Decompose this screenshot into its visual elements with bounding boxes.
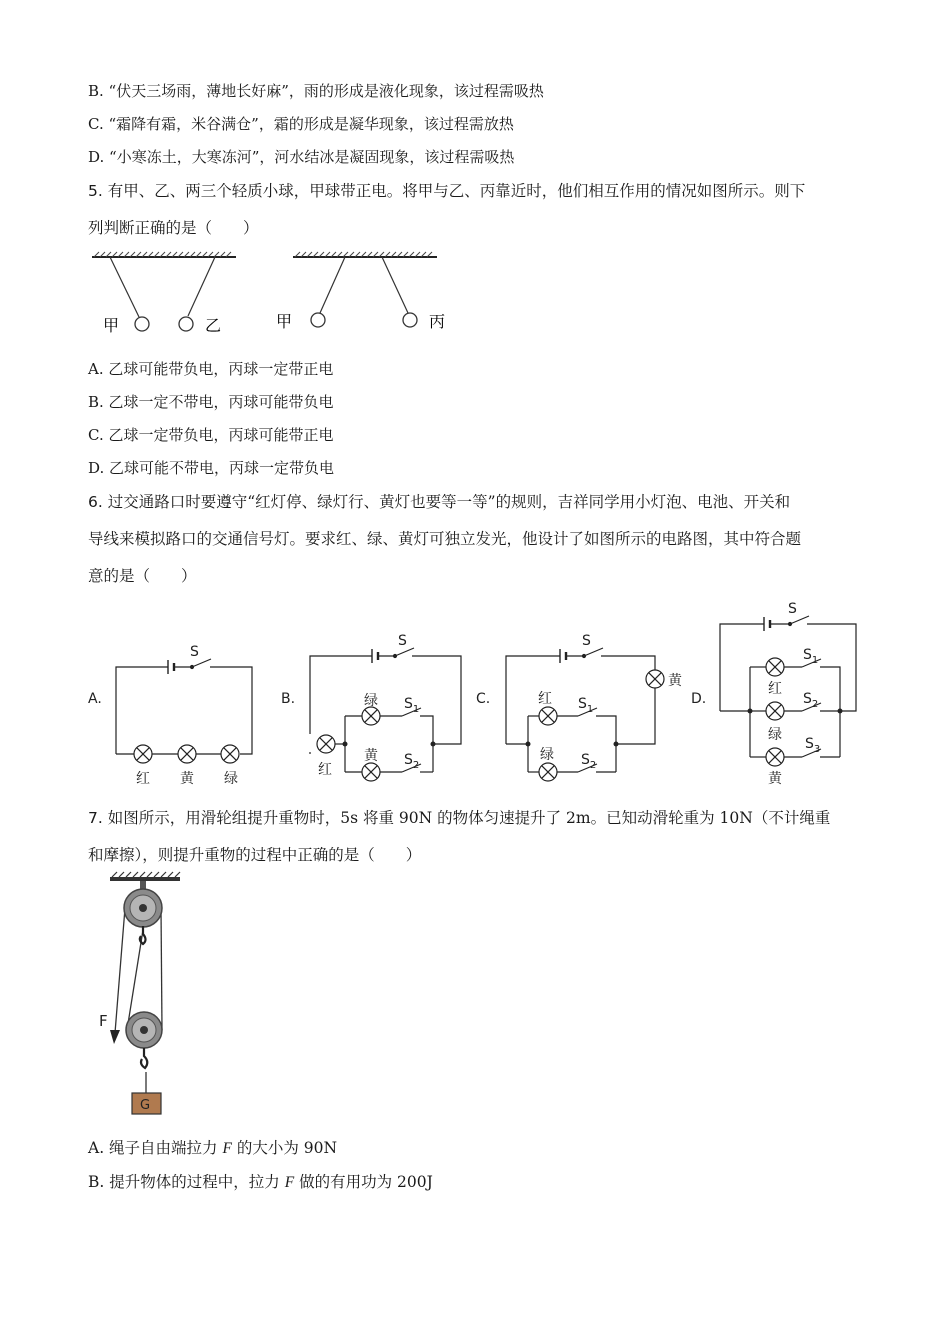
circuit-a-label: A. [88,691,102,707]
movable-pulley [126,1012,162,1068]
q4-option-c: C. “霜降有霜，米谷满仓”，霜的形成是凝华现象，该过程需放热 [88,115,514,133]
q6-stem-line1: 6. 过交通路口时要遵守“红灯停、绿灯行、黄灯也要等一等”的规则，吉祥同学用小灯泡、电池、开关和 [88,493,791,511]
q6-number: 6. [88,493,103,511]
q5-option-c: C. 乙球一定带负电，丙球可能带正电 [88,426,334,444]
label-b-yellow: 黄 [364,748,378,764]
q7-option-b: B. 提升物体的过程中，拉力 F 做的有用功为 200J [88,1173,433,1191]
force-label: F [99,1012,108,1030]
label-b-red: 红 [318,762,332,778]
q5-number: 5. [88,182,103,200]
q7-stem-line2: 和摩擦），则提升重物的过程中正确的是（ ） [88,846,422,864]
circuit-c-label: C. [476,691,491,707]
label-b-green: 绿 [364,693,378,709]
label-a-red: 红 [136,771,150,787]
weight-label: G [140,1098,151,1113]
switch-b-label: S [398,633,407,649]
q5-stem-line1: 5. 有甲、乙、两三个轻质小球，甲球带正电。将甲与乙、丙靠近时，他们相互作用的情况如图所示。则下 [88,182,806,200]
switch-b-s2: $S_2$ [404,752,420,771]
circuit-d-label: D. [691,691,707,707]
q5-option-a: A. 乙球可能带负电，丙球一定带正电 [88,360,334,378]
switch-d-label: S [788,601,797,617]
label-yi: 乙 [205,316,222,335]
force-arrow [110,1030,120,1044]
switch-c-label: S [582,633,591,649]
switch-c-s1: $S_1$ [578,696,594,715]
q5-option-d: D. 乙球可能不带电，丙球一定带负电 [88,459,335,477]
label-c-red: 红 [538,691,552,707]
ropes [115,908,162,1093]
fixed-pulley [124,889,162,944]
q7-number: 7. [88,809,103,827]
label-c-green: 绿 [540,747,554,763]
q5-option-b: B. 乙球一定不带电，丙球可能带负电 [88,393,334,411]
label-d-yellow: 黄 [768,771,782,787]
switch-b-s1: $S_1$ [404,696,420,715]
q6-stem-line3: 意的是（ ） [88,567,197,585]
q7-stem-line1: 7. 如图所示，用滑轮组提升重物时，5s 将重 90N 的物体匀速提升了 2m。已知动滑轮重为 10N（不计绳重 [88,809,831,827]
switch-d-s3: $S_3$ [805,736,821,755]
label-jia-2: 甲 [276,312,293,331]
label-c-yellow: 黄 [668,673,682,689]
switch-a-label: S [190,644,199,660]
switch-d-s1: $S_1$ [803,647,819,666]
q4-option-b: B. “伏天三场雨，薄地长好麻”，雨的形成是液化现象，该过程需吸热 [88,82,544,100]
label-a-yellow: 黄 [180,771,194,787]
q5-stem-line2: 列判断正确的是（ ） [88,219,259,237]
label-jia-1: 甲 [103,316,120,335]
q6-stem-line2: 导线来模拟路口的交通信号灯。要求红、绿、黄灯可独立发光，他设计了如图所示的电路图，其中符合题 [88,530,802,548]
switch-d-s2: $S_2$ [803,691,819,710]
switch-c-s2: $S_2$ [581,752,597,771]
circuit-b-label: B. [281,691,296,707]
label-d-red: 红 [768,681,782,697]
q7-option-a: A. 绳子自由端拉力 F 的大小为 90N [88,1139,338,1157]
q7-ceiling [110,872,180,881]
label-bing: 丙 [429,312,446,331]
label-d-green: 绿 [768,727,782,743]
label-a-green: 绿 [224,771,238,787]
q4-option-d: D. “小寒冻土，大寒冻河”，河水结冰是凝固现象，该过程需吸热 [88,148,515,166]
